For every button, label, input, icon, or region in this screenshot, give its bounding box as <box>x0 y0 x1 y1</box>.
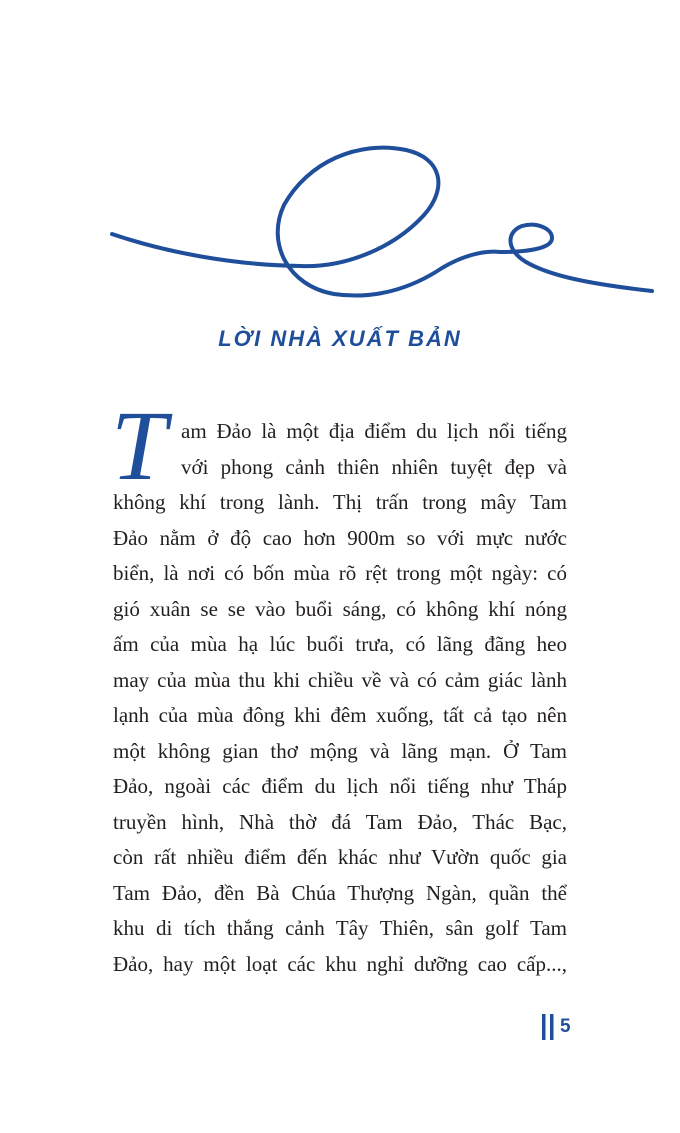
text-line: Đảo, ngoài các điểm du lịch nổi tiếng như Tháp <box>113 774 567 798</box>
text-line: ấm của mùa hạ lúc buổi trưa, có lãng đãng heo <box>113 632 567 656</box>
page-marker-icon <box>541 1014 555 1040</box>
text-line: Đảo nằm ở độ cao hơn 900m so với mực nước <box>113 525 567 550</box>
text-line: may của mùa thu khi chiều về và có cảm giác lành <box>113 667 567 692</box>
text-line: biển, là nơi có bốn mùa rõ rệt trong một ngày: có <box>113 561 567 585</box>
flourish-swash <box>112 148 652 296</box>
page-heading: LỜI NHÀ XUẤT BẢN <box>218 326 462 351</box>
decorative-flourish <box>0 0 680 320</box>
text-line: không khí trong lành. Thị trấn trong mây Tam <box>113 490 567 514</box>
text-line: Tam Đảo, đền Bà Chúa Thượng Ngàn, quần thể <box>113 880 567 905</box>
page-number: 5 <box>560 1016 571 1037</box>
text-line: am Đảo là một địa điểm du lịch nổi tiếng <box>181 419 567 443</box>
text-line: lạnh của mùa đông khi đêm xuống, tất cả tạo nên <box>113 703 567 727</box>
text-line: một không gian thơ mộng và lãng mạn. Ở Tam <box>113 738 567 763</box>
text-line: với phong cảnh thiên nhiên tuyệt đẹp và <box>181 454 567 479</box>
drop-cap: T <box>111 390 167 501</box>
text-line: khu di tích thắng cảnh Tây Thiên, sân golf Tam <box>113 916 567 940</box>
text-line: truyền hình, Nhà thờ đá Tam Đảo, Thác Bạc, <box>113 809 567 834</box>
body-text <box>111 390 567 982</box>
text-line: Đảo, hay một loạt các khu nghỉ dưỡng cao cấp..., <box>113 951 567 976</box>
text-line: còn rất nhiều điểm đến khác như Vườn quốc gia <box>113 845 567 869</box>
text-line: gió xuân se se vào buổi sáng, có không khí nóng <box>113 596 567 621</box>
